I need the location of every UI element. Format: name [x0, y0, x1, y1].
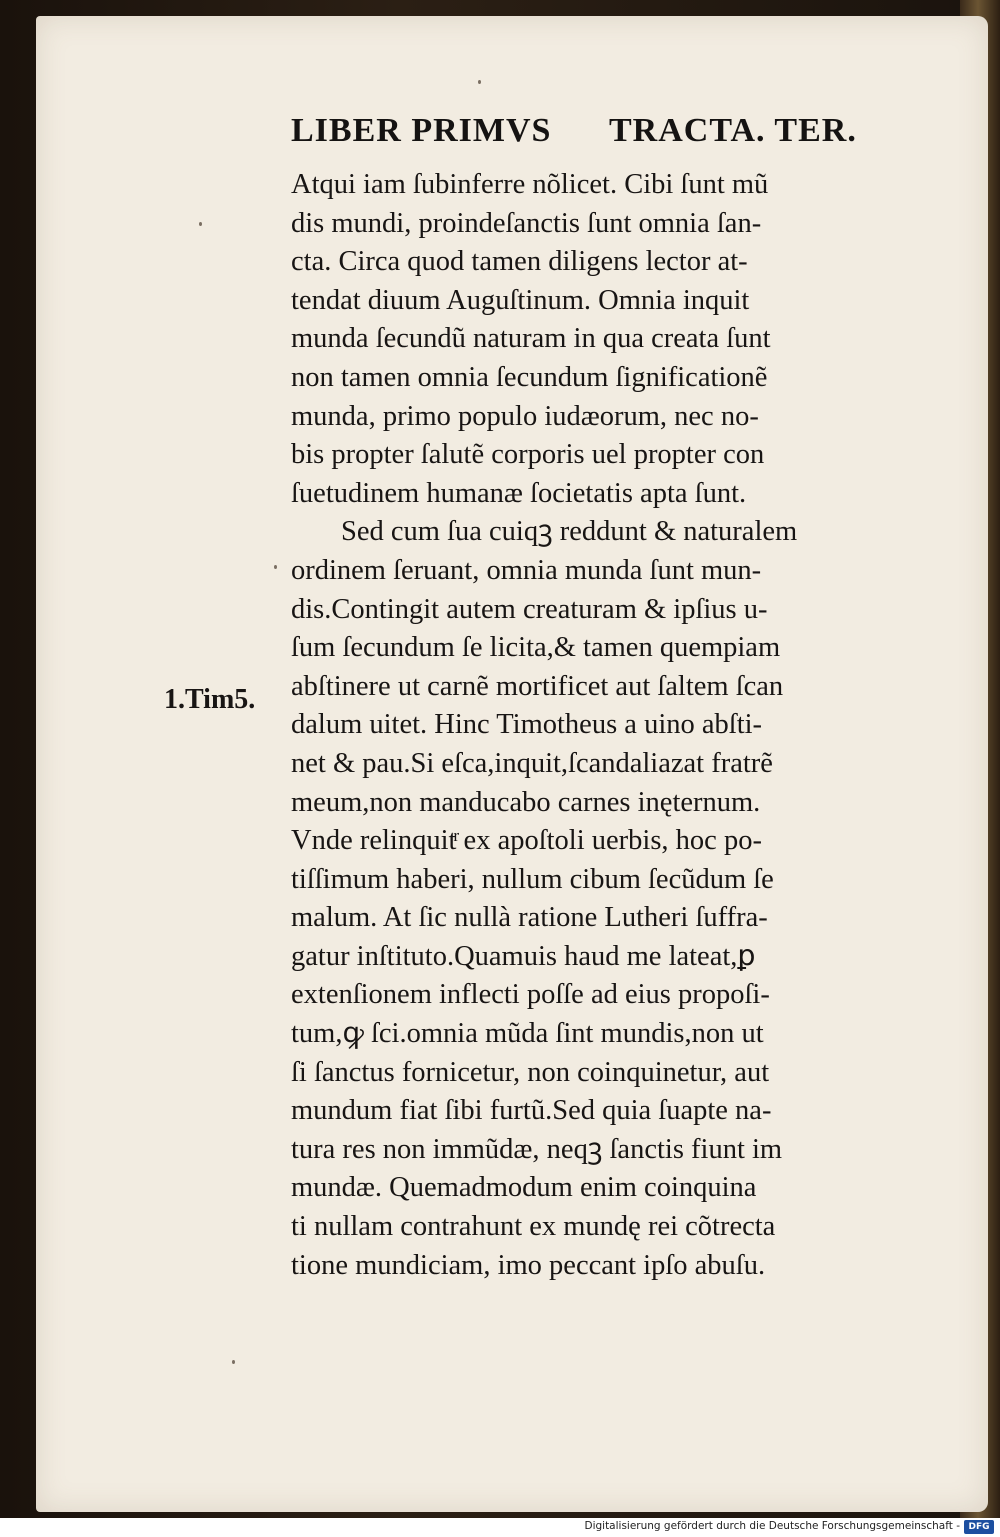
footer-bar	[0, 1518, 1000, 1537]
text-line: dis.Contingit autem creaturam & ipſius u-	[291, 593, 768, 625]
dfg-logo: DFG	[964, 1520, 994, 1534]
text-line: dalum uitet. Hinc Timotheus a uino abſti-	[291, 709, 763, 741]
text-line: tum,ꝙ ſci.omnia mũda ſint mundis,non ut	[291, 1018, 764, 1050]
ink-speck	[478, 80, 481, 84]
text-line: tiſſimum haberi, nullum cibum ſecũdum ſe	[291, 863, 774, 895]
header-section-title: TRACTA. TER.	[609, 112, 857, 149]
text-line: munda ſecundũ naturam in qua creata ſunt	[291, 323, 771, 355]
running-header	[291, 112, 891, 160]
text-line: ſi ſanctus fornicetur, non coinquinetur, aut	[291, 1056, 770, 1088]
text-line: tura res non immũdæ, neqꝫ ſanctis fiunt im	[291, 1133, 783, 1165]
header-book-title: LIBER PRIMVS	[291, 112, 552, 149]
text-line: ſum ſecundum ſe licita,& tamen quempiam	[291, 632, 781, 664]
text-line: abſtinere ut carnẽ mortificet aut ſaltem ſcan	[291, 670, 784, 702]
ink-speck	[274, 565, 277, 569]
text-line: net & pau.Si eſca,inquit,ſcandaliazat fratrẽ	[291, 747, 773, 779]
ink-speck	[232, 1360, 235, 1364]
text-line: ordinem ſeruant, omnia munda ſunt mun-	[291, 554, 762, 586]
text-line: munda, primo populo iudæorum, nec no-	[291, 400, 759, 432]
text-line: bis propter ſalutẽ corporis uel propter con	[291, 439, 765, 471]
text-line: non tamen omnia ſecundum ſignificationẽ	[291, 361, 768, 393]
text-line: ti nullam contrahunt ex mundę rei cõtrecta	[291, 1211, 776, 1243]
text-line: mundum fiat ſibi furtũ.Sed quia ſuapte na-	[291, 1095, 772, 1127]
text-line: malum. At ſic nullà ratione Lutheri ſuffra-	[291, 902, 768, 934]
text-line: meum,non manducabo carnes inęternum.	[291, 786, 761, 818]
funding-credit: Digitalisierung gefördert durch die Deutsche Forschungsgemeinschaft -	[584, 1520, 960, 1532]
text-line: Atqui iam ſubinferre nõlicet. Cibi ſunt mũ	[291, 169, 769, 200]
body-text	[291, 166, 911, 1285]
text-line: tendat diuum Auguſtinum. Omnia inquit	[291, 284, 750, 316]
text-line: dis mundi, proindeſanctis ſunt omnia ſan-	[291, 207, 762, 239]
ink-speck	[199, 222, 202, 226]
text-line: gatur inſtituto.Quamuis haud me lateat,ꝑ	[291, 940, 756, 972]
text-line: extenſionem inflecti poſſe ad eius propoſi-	[291, 979, 770, 1011]
text-line: ſuetudinem humanæ ſocietatis apta ſunt.	[291, 477, 747, 509]
paragraph-start-line: Sed cum ſua cuiqꝫ reddunt & naturalem	[341, 516, 798, 548]
text-line: Vnde relinquitͬ ex apoſtoli uerbis, hoc po-	[291, 825, 762, 857]
text-line: cta. Circa quod tamen diligens lector at-	[291, 246, 748, 278]
text-line: mundæ. Quemadmodum enim coinquina	[291, 1172, 757, 1204]
marginal-note: 1.Tim5.	[164, 684, 256, 715]
text-line: tione mundiciam, imo peccant ipſo abuſu.	[291, 1249, 766, 1281]
